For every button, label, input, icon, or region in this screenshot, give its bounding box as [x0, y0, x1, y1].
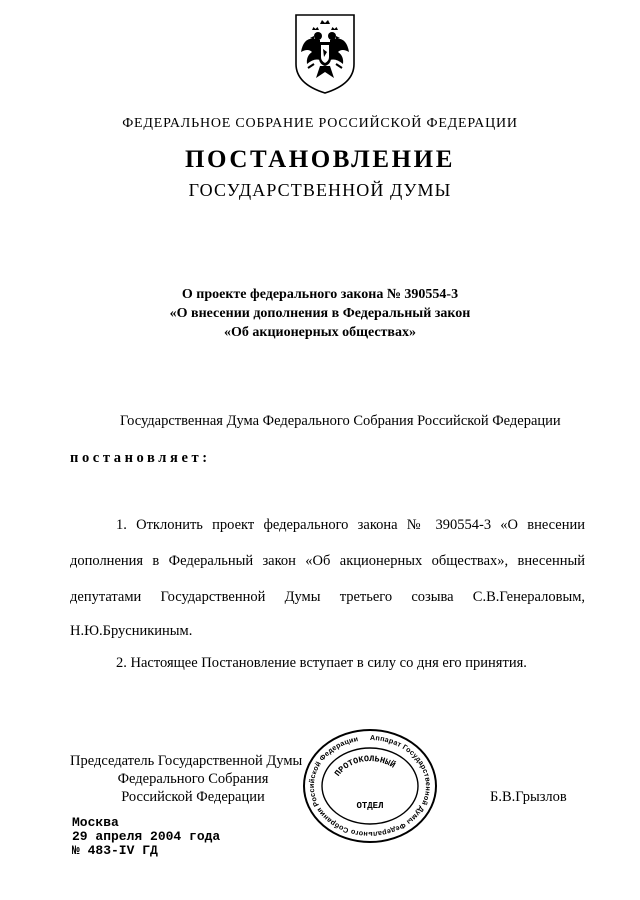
issue-date: 29 апреля 2004 года [72, 829, 221, 844]
item-1-line-1: 1. Отклонить проект федерального закона № 390554-3 «О внесении [116, 517, 585, 533]
signatory-position-line-3: Российской Федерации [121, 789, 265, 805]
coat-of-arms-icon [290, 12, 360, 96]
preamble: Государственная Дума Федерального Собрания Российской Федерации [120, 413, 561, 429]
document-number: № 483-IV ГД [72, 843, 158, 858]
stamp-ring-text: Аппарат Государственной Думы Федерального Собрания Российской Федерации [306, 732, 434, 840]
signatory-position-line-1: Председатель Государственной Думы [70, 753, 303, 769]
official-stamp [300, 726, 440, 846]
item-1-line-3: депутатами Государственной Думы третьего созыва С.В.Генераловым, [70, 589, 585, 605]
svg-text:Аппарат Государственной Думы Ф [307, 733, 433, 839]
stamp-inner-text: ПРОТОКОЛЬНЫЙ [332, 753, 397, 779]
signatory-name: Б.В.Грызлов [490, 789, 567, 805]
resolution-verb: постановляет: [70, 450, 211, 466]
stamp-center-text: ОТДЕЛ [356, 801, 384, 811]
organization-name: ФЕДЕРАЛЬНОЕ СОБРАНИЕ РОССИЙСКОЙ ФЕДЕРАЦИИ [122, 116, 518, 131]
issue-city: Москва [72, 815, 119, 830]
subject-line-3: «Об акционерных обществах» [223, 325, 416, 340]
item-2: 2. Настоящее Постановление вступает в силу со дня его принятия. [116, 655, 527, 671]
signatory-position-line-2: Федерального Собрания [117, 771, 269, 787]
document-title: ПОСТАНОВЛЕНИЕ [184, 146, 456, 173]
item-1-line-2: дополнения в Федеральный закон «Об акционерных обществах», внесенный [70, 553, 585, 569]
svg-text:ПРОТОКОЛЬНЫЙ [333, 754, 398, 779]
document-subtitle: ГОСУДАРСТВЕННОЙ ДУМЫ [188, 180, 452, 200]
item-1-line-4: Н.Ю.Брусникиным. [70, 623, 193, 639]
subject-line-1: О проекте федерального закона № 390554-3 [181, 287, 459, 302]
subject-line-2: «О внесении дополнения в Федеральный закон [169, 306, 471, 321]
